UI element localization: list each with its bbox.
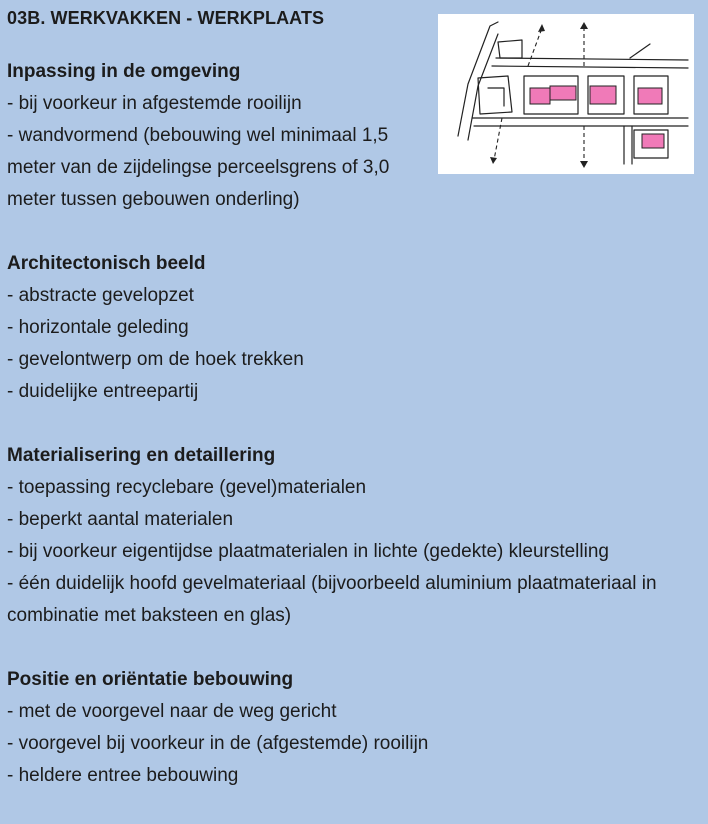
list-item: - één duidelijk hoofd gevelmateriaal (bijvoorbeeld aluminium plaatmateriaal in combinatie met baksteen en glas) [7,573,657,626]
section-positie [7,664,703,792]
list-item: - abstracte gevelopzet [7,285,194,306]
list-item: - voorgevel bij voorkeur in de (afgestemde) rooilijn [7,733,429,754]
page-title: 03B. WERKVAKKEN - WERKPLAATS [7,8,325,28]
list-item: - gevelontwerp om de hoek trekken [7,349,304,370]
section-materialisering [7,440,703,632]
list-item: - toepassing recyclebare (gevel)materialen [7,477,367,498]
list-item: - bij voorkeur eigentijdse plaatmaterialen in lichte (gedekte) kleurstelling [7,541,609,562]
list-item: - duidelijke entreepartij [7,381,199,402]
section-heading: Inpassing in de omgeving [7,61,241,82]
list-item: - bij voorkeur in afgestemde rooilijn [7,93,302,114]
list-item: - met de voorgevel naar de weg gericht [7,701,337,722]
list-item: - beperkt aantal materialen [7,509,234,530]
list-item: - horizontale geleding [7,317,189,338]
arrowhead-1 [538,24,545,32]
section-inpassing [7,56,703,216]
section-list [7,280,703,408]
section-heading: Materialisering en detaillering [7,445,276,466]
arrowhead-2 [580,22,588,29]
section-architectonisch [7,248,703,408]
section-list [7,696,703,792]
list-item: - heldere entree bebouwing [7,765,239,786]
section-heading: Architectonisch beeld [7,253,206,274]
section-heading: Positie en oriëntatie bebouwing [7,669,294,690]
content [7,56,703,824]
section-list [7,88,703,216]
list-item: - wandvormend (bebouwing wel minimaal 1,5 meter van de zijdelingse perceelsgrens of 3,0 meter tussen gebouwen onderling) [7,125,390,210]
section-list [7,472,703,632]
